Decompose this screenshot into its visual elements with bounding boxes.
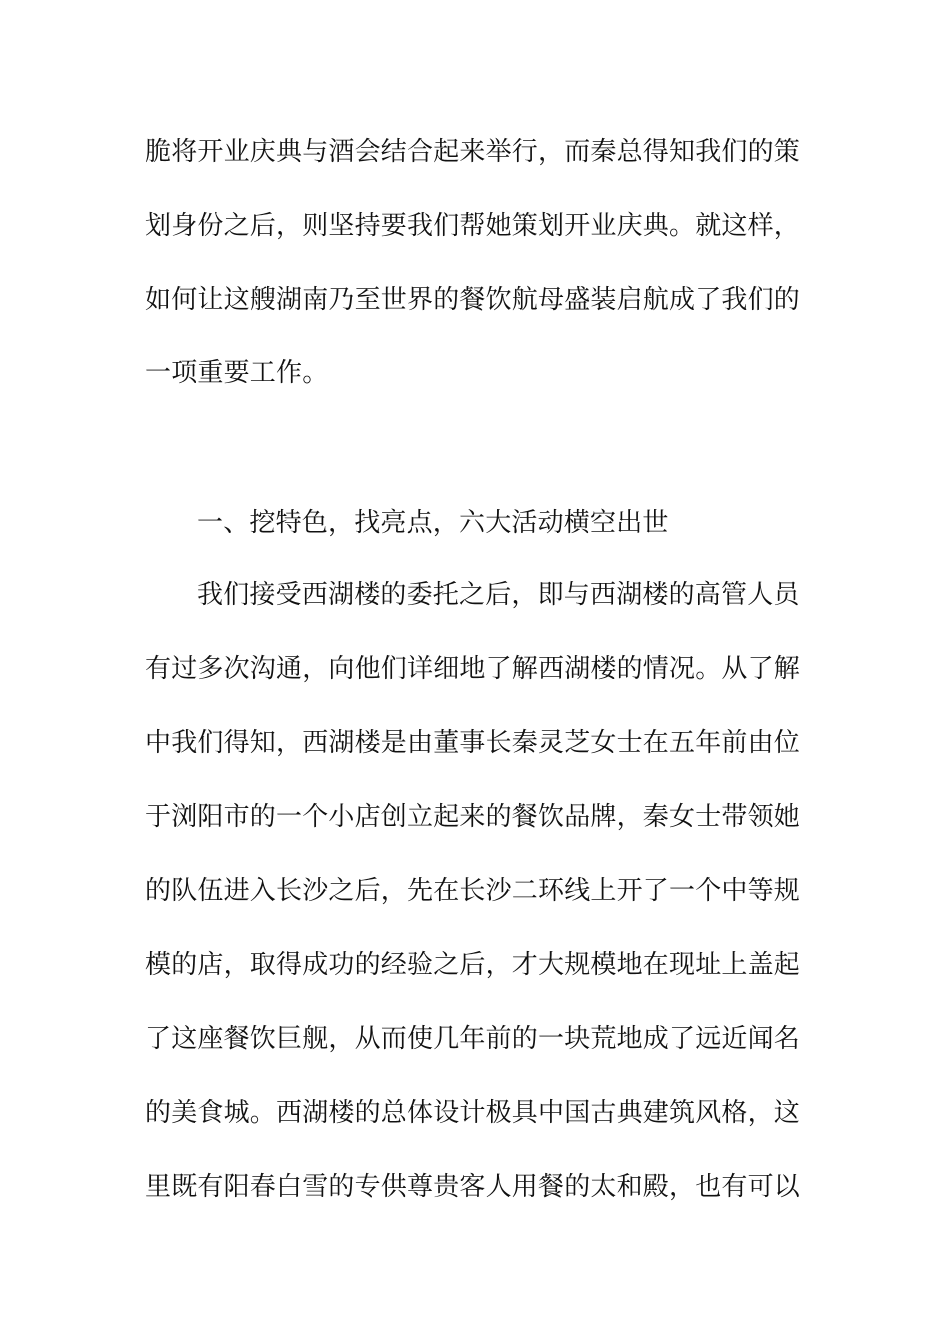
paragraph-line: 划身份之后，则坚持要我们帮她策划开业庆典。就这样，	[145, 211, 801, 241]
paragraph-line: 如何让这艘湖南乃至世界的餐饮航母盛装启航成了我们的	[145, 285, 801, 315]
paragraph-line: 模的店，取得成功的经验之后，才大规模地在现址上盖起	[145, 950, 801, 980]
paragraph-line: 脆将开业庆典与酒会结合起来举行，而秦总得知我们的策	[145, 137, 801, 167]
paragraph-line: 于浏阳市的一个小店创立起来的餐饮品牌，秦女士带领她	[145, 802, 801, 832]
paragraph-line: 中我们得知，西湖楼是由董事长秦灵芝女士在五年前由位	[145, 728, 801, 758]
paragraph-line: 有过多次沟通，向他们详细地了解西湖楼的情况。从了解	[145, 654, 801, 684]
paragraph-line: 我们接受西湖楼的委托之后，即与西湖楼的高管人员	[197, 580, 800, 610]
paragraph-line: 一项重要工作。	[145, 358, 329, 388]
paragraph-line: 的美食城。西湖楼的总体设计极具中国古典建筑风格，这	[145, 1098, 801, 1128]
section-heading: 一、挖特色，找亮点，六大活动横空出世	[197, 508, 669, 538]
paragraph-line: 的队伍进入长沙之后，先在长沙二环线上开了一个中等规	[145, 876, 801, 906]
paragraph-line: 里既有阳春白雪的专供尊贵客人用餐的太和殿，也有可以	[145, 1172, 801, 1202]
paragraph-line: 了这座餐饮巨舰，从而使几年前的一块荒地成了远近闻名	[145, 1024, 801, 1054]
